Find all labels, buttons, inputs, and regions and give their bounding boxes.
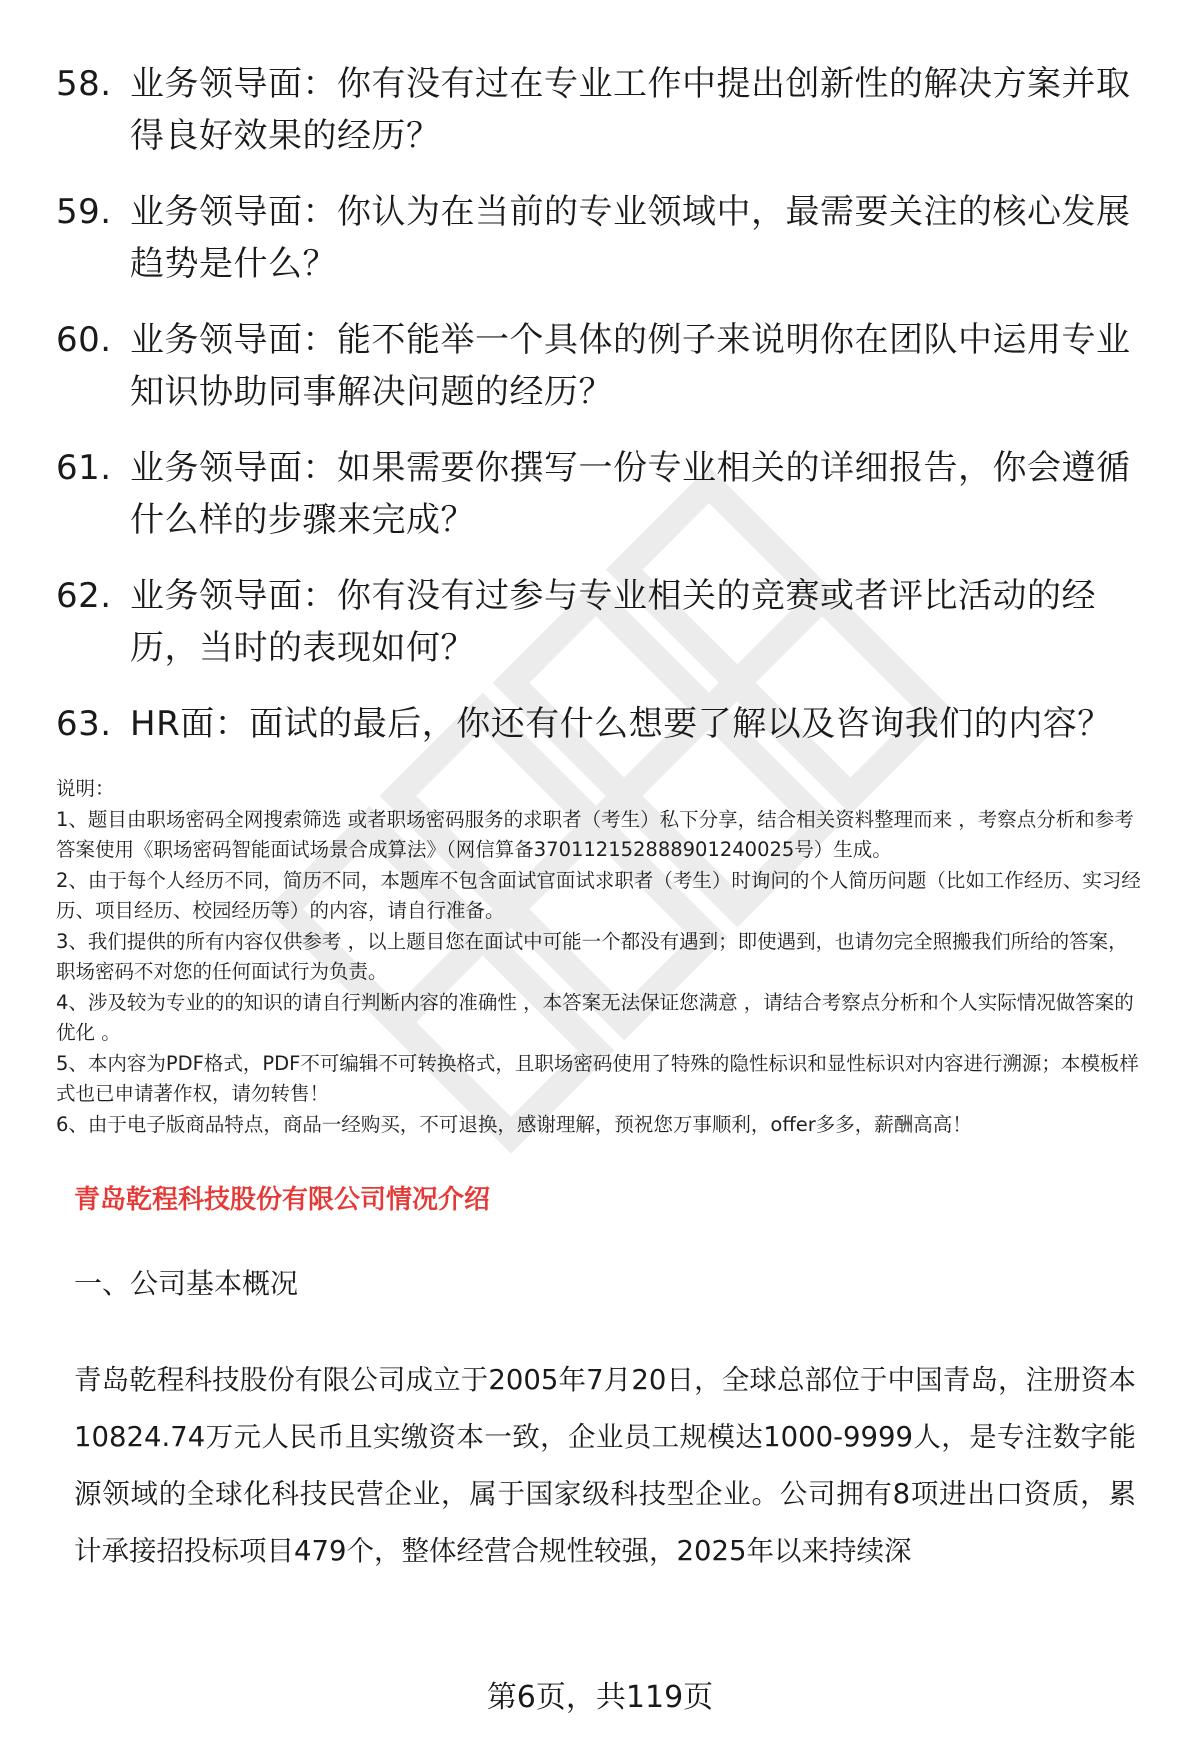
notes-section xyxy=(56,774,1144,1140)
company-title: 青岛乾程科技股份有限公司情况介绍 xyxy=(74,1185,491,1215)
question-text: HR面：面试的最后，你还有什么想要了解以及咨询我们的内容？ xyxy=(130,704,1112,744)
section-heading: 一、公司基本概况 xyxy=(74,1267,299,1300)
note-item: 6、由于电子版商品特点，商品一经购买，不可退换，感谢理解，预祝您万事顺利，offer多多，薪酬高高！ xyxy=(56,1112,972,1136)
page-footer: 第6页，共119页 xyxy=(486,1680,714,1715)
question-text: 业务领导面：你有没有过在专业工作中提出创新性的解决方案并取得良好效果的经历？ xyxy=(130,64,1131,156)
question-item xyxy=(56,186,1144,290)
question-number: 58. xyxy=(56,64,112,104)
question-item xyxy=(56,442,1144,546)
question-number: 62. xyxy=(56,576,112,616)
question-item xyxy=(56,314,1144,418)
question-number: 61. xyxy=(56,448,112,488)
question-text: 业务领导面：你认为在当前的专业领域中，最需要关注的核心发展趋势是什么？ xyxy=(130,192,1131,284)
company-overview-paragraph: 青岛乾程科技股份有限公司成立于2005年7月20日，全球总部位于中国青岛，注册资本10824.74万元人民币且实缴资本一致，企业员工规模达1000-9999人，是专注数字能源领域的全球化科技民营企业，属于国家级科技型企业。公司拥有8项进出口资质，累计承接招投标项目479个，整体经营合规性较强，2025年以来持续深 xyxy=(74,1364,1136,1567)
question-item xyxy=(56,570,1144,674)
question-item xyxy=(56,58,1144,162)
question-text: 业务领导面：如果需要你撰写一份专业相关的详细报告，你会遵循什么样的步骤来完成？ xyxy=(130,448,1131,540)
note-item: 4、涉及较为专业的的知识的请自行判断内容的准确性 ，本答案无法保证您满意 ，请结合考察点分析和个人实际情况做答案的优化 。 xyxy=(56,990,1134,1044)
note-item: 5、本内容为PDF格式，PDF不可编辑不可转换格式，且职场密码使用了特殊的隐性标识和显性标识对内容进行溯源；本模板样式也已申请著作权，请勿转售！ xyxy=(56,1051,1139,1105)
note-item: 1、题目由职场密码全网搜索筛选 或者职场密码服务的求职者（考生）私下分享，结合相关资料整理而来 ，考察点分析和参考答案使用《职场密码智能面试场景合成算法》（网信算备370112152888901240025号）生成。 xyxy=(56,807,1134,861)
question-item xyxy=(56,698,1144,750)
question-text: 业务领导面：你有没有过参与专业相关的竞赛或者评比活动的经历，当时的表现如何？ xyxy=(130,576,1096,668)
note-item: 2、由于每个人经历不同，简历不同，本题库不包含面试官面试求职者（考生）时询问的个人简历问题（比如工作经历、实习经历、项目经历、校园经历等）的内容，请自行准备。 xyxy=(56,868,1141,922)
notes-title: 说明： xyxy=(56,777,115,800)
question-list xyxy=(56,58,1144,750)
question-number: 63. xyxy=(56,704,112,744)
note-item: 3、我们提供的所有内容仅供参考 ，以上题目您在面试中可能一个都没有遇到；即使遇到，也请勿完全照搬我们所给的答案，职场密码不对您的任何面试行为负责。 xyxy=(56,929,1128,983)
question-number: 59. xyxy=(56,192,112,232)
question-text: 业务领导面：能不能举一个具体的例子来说明你在团队中运用专业知识协助同事解决问题的经历？ xyxy=(130,320,1131,412)
question-number: 60. xyxy=(56,320,112,360)
